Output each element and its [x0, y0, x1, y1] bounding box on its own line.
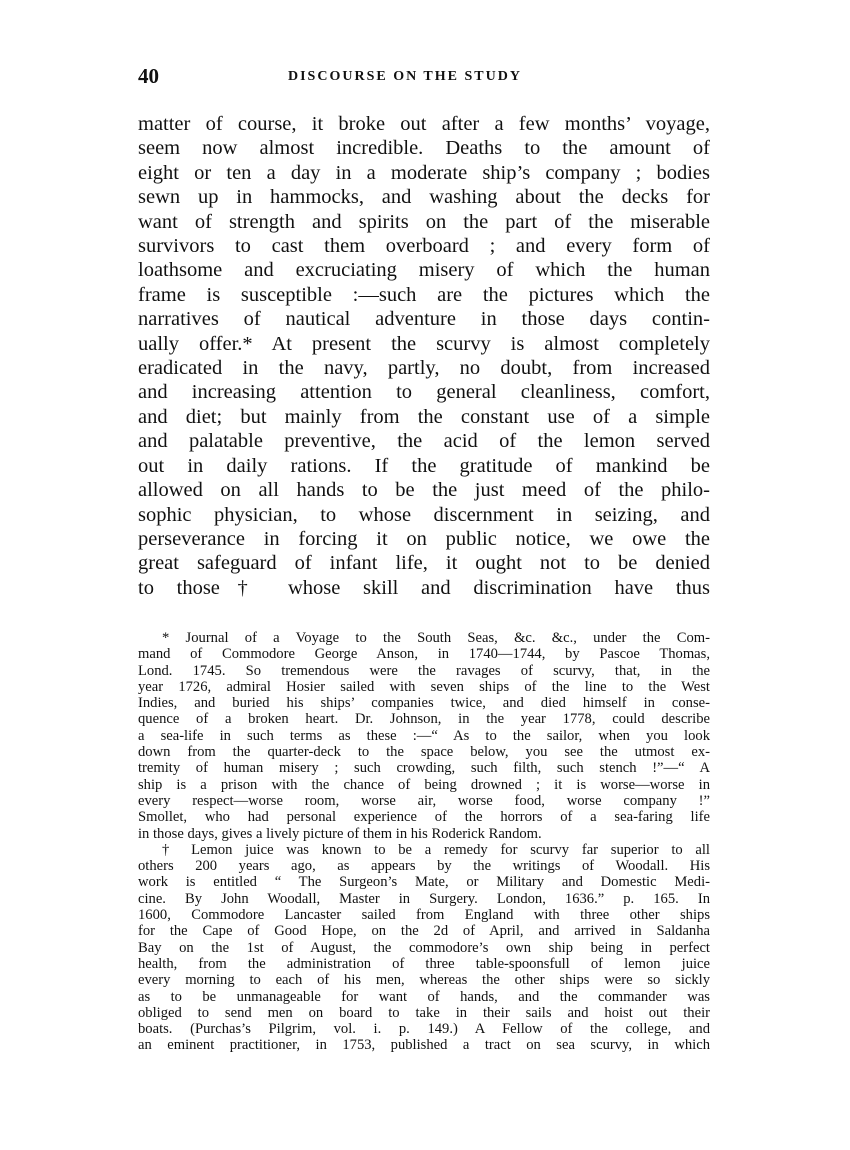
footnotes: [138, 630, 710, 1054]
footnote-line: mand of Commodore George Anson, in 1740—1744, by Pascoe Thomas,: [138, 646, 710, 663]
running-head: DISCOURSE ON THE STUDY: [288, 69, 522, 84]
footnote-line: year 1726, admiral Hosier sailed with seven ships of the line to the West: [138, 678, 710, 695]
page-number: 40: [138, 64, 159, 88]
footnote-line: obliged to send men on board to take in their sails and hoist out their: [138, 1004, 710, 1021]
body-line: seem now almost incredible. Deaths to the amount of: [138, 137, 710, 160]
body-line: and diet; but mainly from the constant use of a simple: [138, 405, 710, 428]
footnote-line: † Lemon juice was known to be a remedy for scurvy far superior to all: [162, 841, 710, 858]
body-line: narratives of nautical adventure in those days contin-: [138, 308, 710, 331]
book-page: [138, 0, 710, 1150]
footnote-line: as to be unmanageable for want of hands, and the commander was: [138, 988, 710, 1005]
footnote-line: ship is a prison with the chance of being drowned ; it is worse—worse in: [138, 776, 710, 793]
body-line: want of strength and spirits on the part of the miserable: [138, 210, 710, 233]
footnote-line: a sea-life in such terms as these :—“ As to the sailor, when you look: [138, 727, 710, 744]
body-line: out in daily rations. If the gratitude of mankind be: [138, 454, 710, 477]
footnote-line: Smollet, who had personal experience of the horrors of a sea-faring life: [138, 809, 710, 826]
footnote-line: for the Cape of Good Hope, on the 2d of April, and arrived in Saldanha: [138, 923, 710, 940]
body-line: loathsome and excruciating misery of which the human: [138, 259, 710, 282]
footnote-line: every morning to each of his men, whereas the other ships were so sickly: [138, 972, 710, 989]
footnote-line: tremity of human misery ; such crowding, such filth, such stench !”—“ A: [138, 760, 710, 777]
body-line: survivors to cast them overboard ; and every form of: [138, 235, 710, 258]
body-line: sewn up in hammocks, and washing about the decks for: [138, 186, 710, 209]
main-text: [138, 112, 710, 600]
footnote-line: cine. By John Woodall, Master in Surgery. London, 1636.” p. 165. In: [138, 890, 710, 907]
footnote-line: quence of a broken heart. Dr. Johnson, in the year 1778, could describe: [138, 711, 710, 728]
footnote-line: * Journal of a Voyage to the South Seas, &c. &c., under the Com-: [162, 630, 710, 646]
body-line: and increasing attention to general cleanliness, comfort,: [138, 381, 710, 404]
body-line: sophic physician, to whose discernment in seizing, and: [138, 503, 710, 526]
footnote-line: boats. (Purchas’s Pilgrim, vol. i. p. 149.) A Fellow of the college, and: [138, 1021, 710, 1038]
page-header: [138, 64, 710, 88]
footnote-line: 1600, Commodore Lancaster sailed from England with three other ships: [138, 907, 710, 924]
body-line: and palatable preventive, the acid of the lemon served: [138, 430, 710, 453]
footnote-line: Bay on the 1st of August, the commodore’s own ship being in perfect: [138, 939, 710, 956]
footnote-line: an eminent practitioner, in 1753, published a tract on sea scurvy, in which: [138, 1037, 710, 1054]
body-line: matter of course, it broke out after a few months’ voyage,: [138, 113, 710, 135]
body-line: great safeguard of infant life, it ought not to be denied: [138, 552, 710, 575]
body-line: frame is susceptible :—such are the pictures which the: [138, 283, 710, 306]
footnote-line: down from the quarter-deck to the space below, you see the utmost ex-: [138, 744, 710, 761]
footnote-line: Indies, and buried his ships’ companies twice, and died himself in conse-: [138, 695, 710, 712]
body-line: eight or ten a day in a moderate ship’s company ; bodies: [138, 161, 710, 184]
body-line: to those† whose skill and discrimination have thus: [138, 576, 710, 599]
body-line: eradicated in the navy, partly, no doubt, from increased: [138, 357, 710, 380]
footnote-line: others 200 years ago, as appears by the writings of Woodall. His: [138, 858, 710, 875]
footnote-line: work is entitled “ The Surgeon’s Mate, or Military and Domestic Medi-: [138, 874, 710, 891]
footnote-line: Lond. 1745. So tremendous were the ravages of scurvy, that, in the: [138, 662, 710, 679]
footnote-line: health, from the administration of three table-spoonsfull of lemon juice: [138, 955, 710, 972]
body-line: ually offer.* At present the scurvy is almost completely: [138, 332, 710, 355]
footnote-line: every respect—worse room, worse air, worse food, worse company !”: [138, 792, 710, 809]
body-line: perseverance in forcing it on public notice, we owe the: [138, 527, 710, 550]
footnote-line: in those days, gives a lively picture of them in his Roderick Random.: [138, 825, 542, 842]
body-line: allowed on all hands to be the just meed of the philo-: [138, 479, 710, 502]
